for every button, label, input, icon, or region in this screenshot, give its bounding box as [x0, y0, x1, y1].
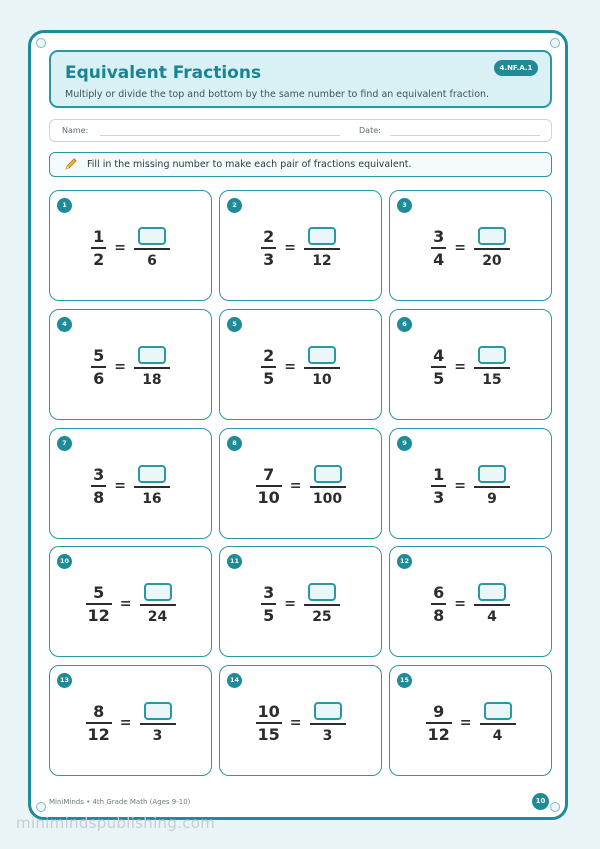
denominator: 5: [433, 369, 445, 388]
fraction-equation: [50, 456, 211, 516]
denominator: 12: [87, 606, 110, 625]
problem-number: 11: [227, 554, 242, 569]
footer-text: MiniMinds • 4th Grade Math (Ages 9-10): [49, 798, 191, 806]
numerator: 1: [433, 465, 445, 484]
given-fraction: [91, 465, 106, 507]
fraction-bar: [474, 367, 510, 369]
equals-sign: =: [454, 596, 466, 612]
fraction-bar: [134, 248, 170, 250]
target-denominator: 24: [147, 608, 168, 625]
fraction-bar: [304, 367, 340, 369]
fraction-equation: [390, 574, 551, 634]
fraction-equation: [220, 456, 381, 516]
answer-box[interactable]: [478, 227, 506, 245]
problem-card: [389, 665, 552, 776]
fraction-bar: [304, 604, 340, 606]
denominator: 2: [93, 250, 105, 269]
numerator: 5: [93, 346, 105, 365]
denominator: 8: [93, 488, 105, 507]
denominator: 5: [263, 606, 275, 625]
denominator: 6: [93, 369, 105, 388]
numerator: 3: [263, 583, 275, 602]
problem-card: [219, 309, 382, 420]
fraction-bar: [310, 723, 346, 725]
numerator: 9: [433, 702, 445, 721]
equals-sign: =: [459, 715, 472, 731]
equals-sign: =: [284, 359, 296, 375]
equals-sign: =: [119, 715, 132, 731]
given-fraction: [431, 583, 446, 625]
corner-dot: [550, 38, 560, 48]
denominator: 12: [87, 725, 110, 744]
fraction-bar: [474, 248, 510, 250]
name-field[interactable]: [100, 135, 340, 136]
fraction-equation: [220, 337, 381, 397]
page-subtitle: Multiply or divide the top and bottom by the same number to find an equivalent fraction.: [65, 89, 490, 100]
target-denominator: 4: [487, 608, 497, 625]
problem-number: 7: [57, 436, 72, 451]
problem-number: 6: [397, 317, 412, 332]
problem-number: 5: [227, 317, 242, 332]
target-denominator: 20: [482, 252, 502, 269]
answer-box[interactable]: [478, 346, 506, 364]
fraction-bar: [474, 486, 510, 488]
answer-box[interactable]: [144, 702, 172, 720]
problem-card: [219, 546, 382, 657]
equals-sign: =: [454, 359, 466, 375]
denominator: 5: [263, 369, 275, 388]
fraction-bar: [426, 722, 452, 724]
corner-dot: [550, 802, 560, 812]
equals-sign: =: [114, 359, 126, 375]
fraction-equation: [220, 218, 381, 278]
problem-card: [49, 190, 212, 301]
problem-number: 12: [397, 554, 412, 569]
target-fraction: [474, 227, 510, 270]
equals-sign: =: [454, 240, 466, 256]
answer-box[interactable]: [308, 227, 336, 245]
given-fraction: [431, 346, 446, 388]
denominator: 4: [433, 250, 445, 269]
problem-number: 4: [57, 317, 72, 332]
problem-number: 2: [227, 198, 242, 213]
fraction-bar: [91, 485, 106, 487]
numerator: 8: [93, 702, 105, 721]
fraction-equation: [50, 337, 211, 397]
instructions-text: Fill in the missing number to make each pair of fractions equivalent.: [87, 159, 412, 170]
numerator: 2: [263, 346, 275, 365]
corner-dot: [36, 802, 46, 812]
given-fraction: [431, 227, 446, 269]
fraction-bar: [304, 248, 340, 250]
target-denominator: 10: [312, 371, 332, 388]
given-fraction: [261, 583, 276, 625]
problem-number: 1: [57, 198, 72, 213]
fraction-bar: [431, 366, 446, 368]
problem-number: 3: [397, 198, 412, 213]
fraction-equation: [220, 574, 381, 634]
fraction-bar: [86, 603, 112, 605]
problem-number: 9: [397, 436, 412, 451]
target-fraction: [304, 346, 340, 389]
problem-card: [49, 309, 212, 420]
target-fraction: [140, 583, 176, 626]
date-label: Date:: [359, 126, 381, 135]
denominator: 15: [257, 725, 280, 744]
given-fraction: [256, 702, 282, 744]
given-fraction: [431, 465, 446, 507]
fraction-bar: [474, 604, 510, 606]
target-fraction: [474, 583, 510, 626]
given-fraction: [261, 227, 276, 269]
problem-card: [389, 309, 552, 420]
target-denominator: 25: [312, 608, 332, 625]
fraction-bar: [140, 723, 176, 725]
fraction-bar: [310, 486, 346, 488]
target-fraction: [134, 227, 170, 270]
corner-dot: [36, 38, 46, 48]
numerator: 3: [433, 227, 445, 246]
target-fraction: [134, 346, 170, 389]
equals-sign: =: [114, 240, 126, 256]
denominator: 3: [263, 250, 275, 269]
fraction-bar: [431, 247, 446, 249]
target-fraction: [480, 702, 516, 745]
equals-sign: =: [289, 478, 302, 494]
target-denominator: 4: [492, 727, 503, 744]
date-field[interactable]: [390, 135, 540, 136]
problem-card: [219, 428, 382, 539]
page-number: 10: [532, 793, 549, 810]
problem-number: 8: [227, 436, 242, 451]
denominator: 8: [433, 606, 445, 625]
target-denominator: 9: [487, 490, 497, 507]
fraction-equation: [390, 456, 551, 516]
equals-sign: =: [454, 478, 466, 494]
problem-card: [389, 190, 552, 301]
answer-box[interactable]: [314, 465, 342, 483]
answer-box[interactable]: [138, 465, 166, 483]
target-denominator: 15: [482, 371, 502, 388]
fraction-equation: [50, 218, 211, 278]
worksheet-header: [49, 50, 552, 108]
worksheet-page: [28, 30, 568, 820]
fraction-bar: [431, 485, 446, 487]
fraction-equation: [220, 693, 381, 753]
denominator: 12: [427, 725, 450, 744]
fraction-bar: [431, 603, 446, 605]
numerator: 6: [433, 583, 445, 602]
target-fraction: [140, 702, 176, 745]
fraction-bar: [91, 366, 106, 368]
numerator: 2: [263, 227, 275, 246]
fraction-bar: [134, 486, 170, 488]
fraction-bar: [256, 722, 282, 724]
answer-box[interactable]: [308, 583, 336, 601]
target-denominator: 16: [142, 490, 162, 507]
name-date-row: [49, 119, 552, 142]
equals-sign: =: [289, 715, 302, 731]
given-fraction: [426, 702, 452, 744]
fraction-bar: [261, 366, 276, 368]
numerator: 1: [93, 227, 105, 246]
target-fraction: [474, 346, 510, 389]
problem-number: 15: [397, 673, 412, 688]
pencil-icon: [64, 157, 78, 171]
problem-card: [219, 665, 382, 776]
problem-card: [219, 190, 382, 301]
denominator: 3: [433, 488, 445, 507]
fraction-bar: [140, 604, 176, 606]
target-denominator: 100: [312, 490, 343, 507]
standard-badge: 4.NF.A.1: [494, 60, 538, 76]
fraction-equation: [390, 218, 551, 278]
given-fraction: [261, 346, 276, 388]
problem-card: [49, 665, 212, 776]
page-title: Equivalent Fractions: [65, 63, 262, 83]
target-fraction: [304, 583, 340, 626]
answer-box[interactable]: [308, 346, 336, 364]
target-denominator: 3: [152, 727, 163, 744]
problem-card: [389, 428, 552, 539]
problem-card: [49, 546, 212, 657]
answer-box[interactable]: [138, 346, 166, 364]
watermark: minimindspublishing.com: [16, 814, 216, 832]
answer-box[interactable]: [478, 583, 506, 601]
answer-box[interactable]: [478, 465, 506, 483]
fraction-bar: [134, 367, 170, 369]
target-denominator: 3: [322, 727, 333, 744]
equals-sign: =: [114, 478, 126, 494]
target-fraction: [310, 702, 346, 745]
problem-card: [49, 428, 212, 539]
given-fraction: [91, 346, 106, 388]
fraction-equation: [390, 693, 551, 753]
answer-box[interactable]: [144, 583, 172, 601]
denominator: 10: [257, 488, 280, 507]
problem-number: 14: [227, 673, 242, 688]
target-denominator: 18: [142, 371, 162, 388]
fraction-bar: [256, 485, 282, 487]
fraction-bar: [261, 247, 276, 249]
problem-number: 13: [57, 673, 72, 688]
fraction-bar: [86, 722, 112, 724]
numerator: 7: [263, 465, 275, 484]
numerator: 10: [257, 702, 280, 721]
instructions-box: [49, 152, 552, 177]
numerator: 5: [93, 583, 105, 602]
fraction-equation: [50, 693, 211, 753]
numerator: 3: [93, 465, 105, 484]
equals-sign: =: [284, 240, 296, 256]
fraction-equation: [390, 337, 551, 397]
answer-box[interactable]: [484, 702, 512, 720]
given-fraction: [86, 702, 112, 744]
problem-number: 10: [57, 554, 72, 569]
given-fraction: [86, 583, 112, 625]
name-label: Name:: [62, 126, 89, 135]
fraction-bar: [480, 723, 516, 725]
target-fraction: [474, 465, 510, 508]
fraction-bar: [91, 247, 106, 249]
numerator: 4: [433, 346, 445, 365]
equals-sign: =: [284, 596, 296, 612]
target-fraction: [310, 465, 346, 508]
target-denominator: 6: [147, 252, 157, 269]
answer-box[interactable]: [314, 702, 342, 720]
target-fraction: [134, 465, 170, 508]
given-fraction: [91, 227, 106, 269]
fraction-bar: [261, 603, 276, 605]
equals-sign: =: [119, 596, 132, 612]
target-fraction: [304, 227, 340, 270]
target-denominator: 12: [312, 252, 332, 269]
given-fraction: [256, 465, 282, 507]
problem-card: [389, 546, 552, 657]
answer-box[interactable]: [138, 227, 166, 245]
fraction-equation: [50, 574, 211, 634]
